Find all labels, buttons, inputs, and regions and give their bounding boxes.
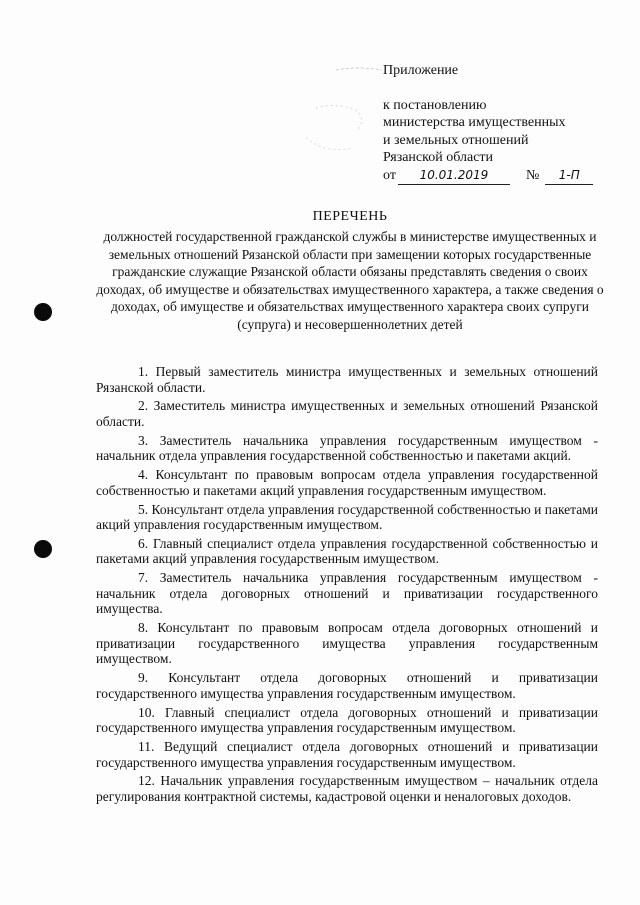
punch-hole — [34, 303, 52, 321]
list-item: 5. Консультант отдела управления государственной собственностью и пакетами акций управления государственным имуществом. — [96, 501, 598, 533]
faded-stamp-mark — [296, 58, 386, 168]
handwritten-number: 1-П — [545, 167, 593, 186]
list-item: 3. Заместитель начальника управления государственным имуществом - начальник отдела управления государственной собственностью и пакетами акций. — [96, 432, 598, 464]
punch-hole — [34, 540, 52, 558]
document-title: ПЕРЕЧЕНЬ — [312, 209, 388, 224]
list-item: 8. Консультант по правовым вопросам отдела договорных отношений и приватизации государственного имущества управления государственным имуществом. — [96, 620, 598, 667]
list-item: 2. Заместитель министра имущественных и земельных отношений Рязанской области. — [96, 398, 598, 429]
list-item: 9. Консультант отдела договорных отношений и приватизации государственного имущества управления государственным имуществом. — [96, 670, 598, 701]
approval-line: и земельных отношений — [383, 132, 529, 148]
approval-block — [383, 62, 623, 185]
positions-list — [96, 364, 598, 808]
document-subtitle: должностей государственной гражданской службы в министерстве имущественных и земельных отношений Рязанской области при замещении которых государственные гражданские служащие Рязанской области обязаны представлять сведения о своих доходах, об имуществе и обязательствах имущественного характера, а также сведения о доходах, об имуществе и обязательствах имущественного характера своих супруги (супруга) и несовершеннолетних детей — [96, 229, 604, 332]
approval-line: Рязанской области — [383, 150, 494, 165]
date-prefix: от — [383, 167, 396, 183]
list-item: 4. Консультант по правовым вопросам отдела управления государственной собственностью и пакетами акций управления государственным имуществом. — [96, 467, 598, 498]
list-item: 1. Первый заместитель министра имущественных и земельных отношений Рязанской области. — [96, 364, 598, 395]
list-item: 12. Начальник управления государственным имуществом – начальник отдела регулирования контрактной системы, кадастровой оценки и неналоговых доходов. — [96, 773, 598, 804]
appendix-label: Приложение — [383, 63, 459, 78]
date-number-row — [383, 167, 623, 186]
list-item: 7. Заместитель начальника управления государственным имуществом - начальник отдела договорных отношений и приватизации государственного имущества. — [96, 570, 598, 617]
list-item: 6. Главный специалист отдела управления государственной собственностью и пакетами акций управления государственным имуществом. — [96, 535, 598, 567]
list-item: 10. Главный специалист отдела договорных отношений и приватизации государственного имущества управления государственным имуществом. — [96, 704, 598, 736]
approval-line: к постановлению — [383, 97, 487, 113]
number-label: № — [525, 167, 540, 183]
list-item: 11. Ведущий специалист отдела договорных отношений и приватизации государственного имущества управления государственным имуществом. — [96, 738, 598, 770]
approval-line: министерства имущественных — [383, 115, 566, 130]
handwritten-date: 10.01.2019 — [398, 167, 510, 186]
